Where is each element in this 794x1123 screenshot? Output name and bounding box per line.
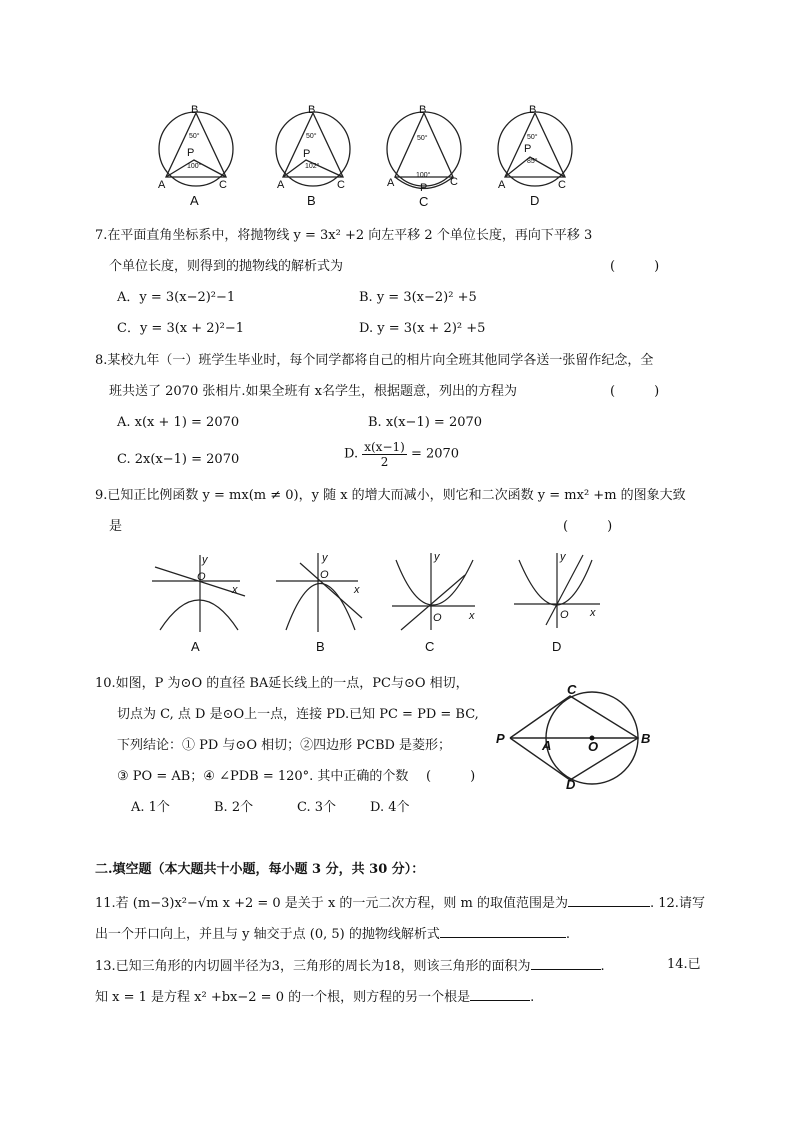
q12-end: .	[565, 927, 570, 942]
q6a-angle-p: 100°	[187, 163, 202, 170]
q10-option-a: A. 1个	[131, 800, 170, 815]
q7-option-b: B. y = 3(x−2)² +5	[359, 290, 477, 305]
q7-paren: ( )	[610, 259, 660, 274]
q6b-letter: B	[307, 193, 316, 208]
q6d-letter: D	[530, 193, 540, 208]
q14-end: .	[530, 990, 535, 1005]
q10-line1: 10.如图，P 为⊙O 的直径 BA延长线上的一点，PC与⊙O 相切，	[95, 676, 469, 691]
q9-line2: 是	[109, 519, 123, 534]
q6d-label-p: P	[524, 143, 532, 155]
q13-answer-blank[interactable]	[531, 957, 601, 970]
q6-figures	[0, 0, 794, 215]
q9d-o: O	[560, 609, 569, 621]
q9-line1: 9.已知正比例函数 y = mx(m ≠ 0)，y 随 x 的增大而减小，则它和二次函数 y = mx² +m 的图象大致	[95, 488, 686, 503]
q8-paren: ( )	[610, 384, 660, 399]
q6a-label-c: C	[219, 179, 227, 191]
q7-option-a: A．y = 3(x−2)²−1	[117, 290, 236, 305]
q14-start: 14.已	[667, 957, 701, 972]
q6c-label-c: C	[450, 176, 458, 188]
q6c-angle-p: 100°	[416, 172, 431, 179]
q11-answer-blank[interactable]	[568, 894, 650, 907]
q8-line1: 8.某校九年（一）班学生毕业时，每个同学都将自己的相片向全班其他同学各送一张留作纪念，全	[95, 353, 654, 368]
q6d-label-b: B	[529, 104, 537, 116]
q9c-y: y	[434, 551, 440, 563]
q8-option-d-fraction	[362, 440, 407, 469]
q6d-angle-top: 50°	[527, 134, 538, 141]
q10-option-d: D. 4个	[370, 800, 410, 815]
q14-answer-blank[interactable]	[470, 988, 530, 1001]
q6c-angle-top: 50°	[417, 135, 428, 142]
q9d-letter: D	[552, 639, 562, 654]
q6c-label-b: B	[419, 104, 427, 116]
q10-paren: ( )	[426, 769, 476, 784]
q13-end: .	[600, 959, 605, 974]
q13-line	[95, 957, 605, 975]
q10-label-a: A	[542, 738, 552, 753]
q11-line	[95, 894, 705, 912]
q13-text: 13.已知三角形的内切圆半径为3，三角形的周长为18，则该三角形的面积为	[95, 959, 531, 974]
q6a-label-p: P	[187, 147, 195, 159]
q8-option-c: C. 2x(x−1) = 2070	[117, 452, 240, 467]
q6c-letter: C	[419, 194, 429, 209]
q10-label-d: D	[566, 777, 576, 792]
q9c-o: O	[433, 612, 442, 624]
q14-text: 知 x = 1 是方程 x² +bx−2 = 0 的一个根，则方程的另一个根是	[95, 990, 471, 1005]
q11-text: 11.若 (m−3)x²−√m x +2 = 0 是关于 x 的一元二次方程，则 m 的取值范围是为	[95, 896, 568, 911]
q8-option-d-numerator: x(x−1)	[364, 440, 405, 454]
q9b-letter: B	[316, 639, 325, 654]
q6b-label-p: P	[303, 148, 311, 160]
q10-line4: ③ PO = AB；④ ∠PDB = 120°. 其中正确的个数	[117, 769, 409, 784]
q9c-x: x	[469, 610, 475, 622]
q8-option-d	[344, 440, 459, 469]
q8-line2: 班共送了 2070 张相片.如果全班有 x名学生，根据题意，列出的方程为	[109, 384, 517, 399]
q6a-angle-top: 50°	[189, 133, 200, 140]
q9a-y: y	[202, 554, 208, 566]
q6c-label-a: A	[387, 177, 395, 189]
q6b-label-b: B	[308, 104, 316, 116]
q9-graphs	[0, 545, 794, 665]
q9d-y: y	[560, 551, 566, 563]
q7-option-d: D. y = 3(x + 2)² +5	[359, 321, 486, 336]
q6b-label-a: A	[277, 179, 285, 191]
section2-title: 二.填空题（本大题共十小题，每小题 3 分，共 30 分）：	[95, 862, 425, 877]
q9a-letter: A	[191, 639, 200, 654]
q10-label-p: P	[496, 731, 505, 746]
q10-option-b: B. 2个	[214, 800, 254, 815]
q6a-letter: A	[190, 193, 199, 208]
q12-line	[95, 925, 570, 943]
q10-option-c: C. 3个	[297, 800, 337, 815]
q7-option-c: C．y = 3(x + 2)²−1	[117, 321, 244, 336]
q9b-y: y	[322, 552, 328, 564]
q6b-angle-p: 102°	[305, 163, 320, 170]
q12-answer-blank[interactable]	[440, 925, 566, 938]
q10-label-c: C	[567, 682, 577, 697]
q11-q12-start: . 12.请写	[650, 896, 705, 911]
q6d-label-a: A	[498, 179, 506, 191]
q9a-x: x	[232, 584, 238, 596]
q8-option-a: A. x(x + 1) = 2070	[117, 415, 240, 430]
q10-figure	[0, 680, 794, 800]
q12-text: 出一个开口向上，并且与 y 轴交于点 (0, 5) 的抛物线解析式	[95, 927, 440, 942]
q8-option-d-suffix: = 2070	[410, 446, 460, 462]
q9c-letter: C	[425, 639, 435, 654]
q10-line2: 切点为 C, 点 D 是⊙O上一点，连接 PD.已知 PC = PD = BC,	[117, 707, 479, 722]
q10-label-b: B	[641, 731, 651, 746]
q9b-x: x	[354, 584, 360, 596]
q6a-label-a: A	[158, 179, 166, 191]
q8-option-d-prefix: D.	[344, 446, 359, 462]
q9d-x: x	[590, 607, 596, 619]
q9a-o: O	[197, 571, 206, 583]
q8-option-d-denominator: 2	[380, 455, 389, 469]
q9-paren: ( )	[563, 519, 613, 534]
q10-label-o: O	[588, 739, 599, 754]
q8-option-b: B. x(x−1) = 2070	[368, 415, 483, 430]
q7-line1: 7.在平面直角坐标系中，将抛物线 y = 3x² +2 向左平移 2 个单位长度，再向下平移 3	[95, 228, 593, 243]
q7-line2: 个单位长度，则得到的抛物线的解析式为	[109, 259, 344, 274]
q6a-label-b: B	[191, 104, 199, 116]
q6d-label-c: C	[558, 179, 566, 191]
q10-line3: 下列结论：① PD 与⊙O 相切；②四边形 PCBD 是菱形；	[117, 738, 452, 753]
q6d-angle-p: 85°	[527, 158, 538, 165]
q14-line	[95, 988, 534, 1006]
q6b-label-c: C	[337, 179, 345, 191]
q6c-label-p: P	[420, 182, 428, 194]
q6b-angle-top: 50°	[306, 133, 317, 140]
q9b-o: O	[320, 569, 329, 581]
